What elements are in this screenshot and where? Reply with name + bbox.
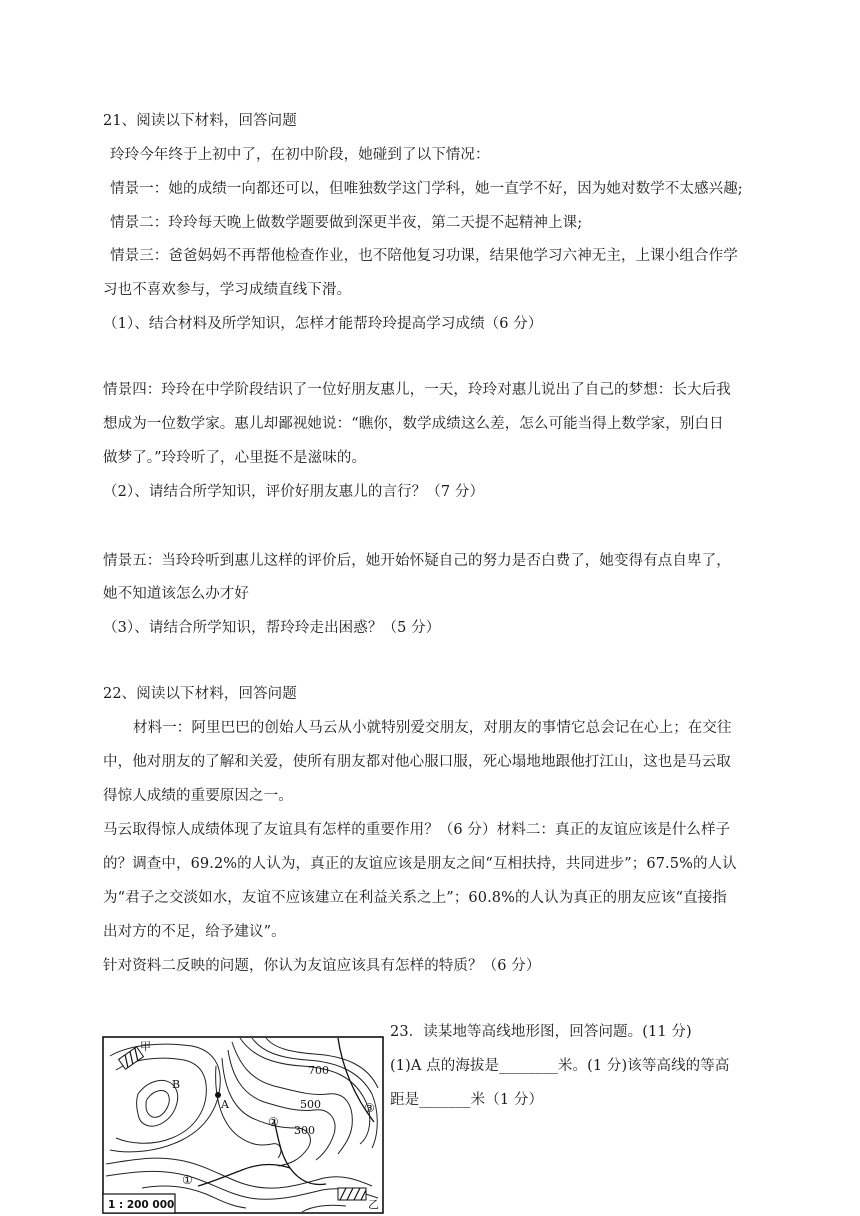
q22-line-7: 出对方的不足，给予建议”。 [103, 924, 286, 940]
q21-question-3: （3）、请结合所学知识，帮玲玲走出困惑？（5 分） [103, 620, 441, 636]
contour-map [102, 1036, 384, 1214]
q22-line-6: 为“君子之交淡如水，友谊不应该建立在利益关系之上”；60.8%的人认为真正的朋友应该“直接指 [103, 890, 727, 906]
label-b: B [172, 1078, 181, 1091]
q21-question-1: （1）、结合材料及所学知识，怎样才能帮玲玲提高学习成绩（6 分） [103, 316, 543, 332]
q21-scenario-1: 情景一：她的成绩一向都还可以，但唯独数学这门学科，她一直学不好，因为她对数学不太感兴趣; [110, 181, 743, 197]
river-label-3: ③ [364, 1101, 375, 1115]
contour-label-500: 500 [300, 1098, 321, 1111]
q23-line-1: (1)A 点的海拔是________米。(1 分)该等高线的等高 [390, 1058, 730, 1074]
river-label-2: ② [268, 1115, 279, 1129]
contour-label-700: 700 [308, 1064, 329, 1077]
label-yi: 乙 [368, 1198, 379, 1211]
label-a: A [221, 1098, 229, 1111]
contour-map-svg [102, 1036, 384, 1214]
q21-scenario-4-line-1: 情景四：玲玲在中学阶段结识了一位好朋友惠儿，一天，玲玲对惠儿说出了自己的梦想：长大后我 [103, 382, 731, 398]
q21-scenario-4-line-3: 做梦了。”玲玲听了，心里挺不是滋味的。 [103, 450, 367, 466]
q21-intro: 玲玲今年终于上初中了，在初中阶段，她碰到了以下情况： [110, 147, 490, 163]
q22-line-8: 针对资料二反映的问题，你认为友谊应该具有怎样的特质？（6 分） [103, 958, 541, 974]
q21-scenario-2: 情景二：玲玲每天晚上做数学题要做到深更半夜，第二天提不起精神上课; [110, 215, 583, 231]
label-jia: 甲 [140, 1040, 151, 1053]
river-label-1: ① [182, 1173, 193, 1187]
q22-material-1-line-3: 得惊人成绩的重要原因之一。 [103, 788, 293, 804]
q21-scenario-4-line-2: 想成为一位数学家。惠儿却鄙视她说：“瞧你，数学成绩这么差，怎么可能当得上数学家，别白日 [103, 416, 724, 432]
q23-line-2: 距是_______米（1 分） [390, 1092, 544, 1108]
hatch-box-yi [338, 1188, 366, 1200]
q21-question-2: （2）、请结合所学知识，评价好朋友惠儿的言行？（7 分） [103, 484, 485, 500]
q21-scenario-5-line-2: 她不知道该怎么办才好 [103, 586, 249, 602]
q21-scenario-3-line-2: 习也不喜欢参与，学习成绩直线下滑。 [103, 282, 352, 298]
q22-line-4: 马云取得惊人成绩体现了友谊具有怎样的重要作用？（6 分）材料二：真正的友谊应该是什么样子 [103, 822, 731, 838]
q22-material-1-line-2: 中，他对朋友的了解和关爱，使所有朋友都对他心服口服，死心塌地地跟他打江山，这也是马云取 [103, 754, 731, 770]
q22-line-5: 的？调查中，69.2%的人认为，真正的友谊应该是朋友之间“互相扶持，共同进步”；67.5%的人认 [103, 856, 737, 872]
q21-heading: 21、阅读以下材料，回答问题 [103, 113, 297, 129]
q23-heading: 23．读某地等高线地形图，回答问题。(11 分) [390, 1024, 692, 1040]
q21-scenario-3-line-1: 情景三：爸爸妈妈不再帮他检查作业，也不陪他复习功课，结果他学习六神无主，上课小组合作学 [110, 248, 738, 264]
map-scale: 1 : 200 000 [108, 1199, 175, 1211]
contour-label-300: 300 [294, 1124, 315, 1137]
q22-heading: 22、阅读以下材料，回答问题 [103, 686, 297, 702]
q21-scenario-5-line-1: 情景五：当玲玲听到惠儿这样的评价后，她开始怀疑自己的努力是否白费了，她变得有点自卑了， [103, 553, 731, 569]
q22-material-1-line-1: 材料一：阿里巴巴的创始人马云从小就特别爱交朋友，对朋友的事情它总会记在心上；在交往 [133, 720, 732, 736]
